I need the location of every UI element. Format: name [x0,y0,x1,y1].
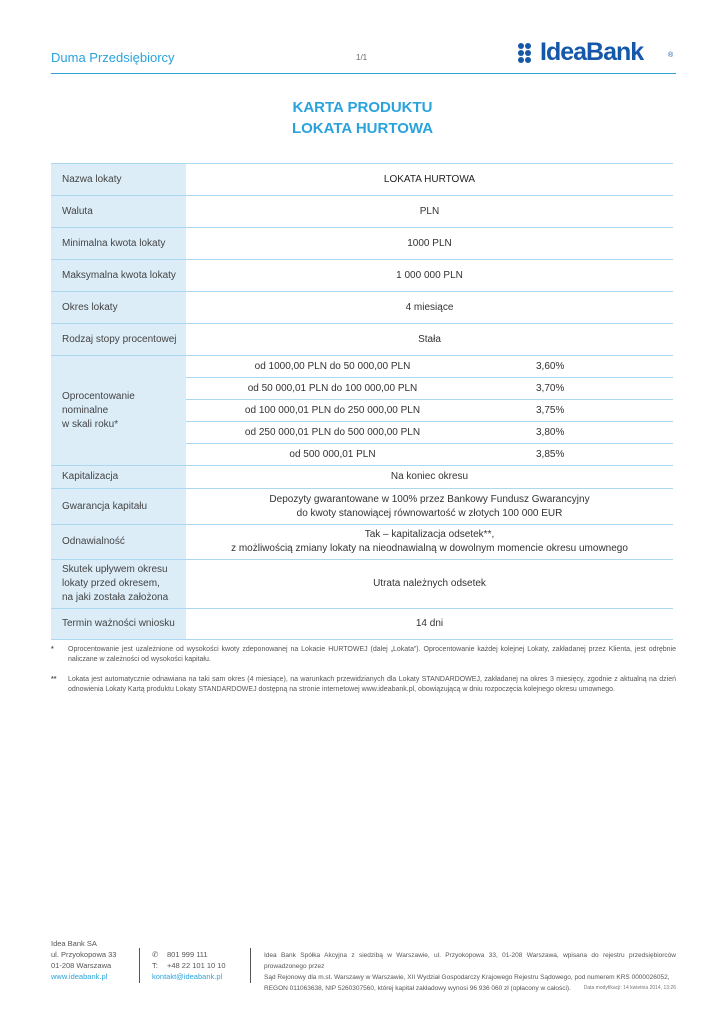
row-label: Maksymalna kwota lokaty [51,260,186,291]
row-value: 1 000 000 PLN [396,269,463,281]
footer-legal [264,950,676,994]
row-label: Nazwa lokaty [51,164,186,195]
address-street: ul. Przyokopowa 33 [51,950,117,959]
table-row [51,524,673,559]
page-subtitle: LOKATA HURTOWA [291,120,434,137]
rate-row [186,356,673,377]
footnote-mark: * [51,646,54,653]
rate-value: 3,85% [536,449,565,460]
row-label: Termin ważności wniosku [51,609,186,639]
legal-text: REGON 011063638, NIP 5260307560, której kapitał zakładowy wynosi 96 936 060 zł (opłacony w całości). [264,985,571,992]
address-city: 01-208 Warszawa [51,961,112,970]
interest-label-line: w skali roku* [62,418,119,430]
row-label: Odnawialność [51,525,186,559]
logo-dots-icon [518,43,538,63]
row-label: Okres lokaty [51,292,186,323]
row-value: Na koniec okresu [390,471,469,482]
rate-row [186,421,673,443]
phone-icon: ✆ [152,950,159,959]
rate-value: 3,70% [536,383,565,394]
footer-address [51,938,116,982]
page-number: 1/1 [356,53,368,62]
label-line: na jaki została założona [62,592,169,603]
rate-range: od 250 000,01 PLN do 500 000,00 PLN [244,427,421,438]
row-value: PLN [419,205,440,217]
rate-row [186,443,673,465]
interest-rates-label [51,356,186,465]
table-row [51,259,673,291]
value-line: z możliwością zmiany lokaty na nieodnawialną w dowolnym momencie okresu umownego [231,543,628,554]
interest-label-line: nominalne [62,404,109,416]
rate-row [186,377,673,399]
row-value [186,489,673,524]
footer-divider [250,948,251,983]
hotline-number: 801 999 111 [167,950,208,959]
row-value: Utrata należnych odsetek [373,578,486,589]
row-label: Kapitalizacja [51,466,186,488]
rate-range: od 50 000,01 PLN do 100 000,00 PLN [247,383,418,394]
table-row [51,323,673,355]
table-row [51,465,673,488]
row-label [51,560,186,608]
rate-range: od 100 000,01 PLN do 250 000,00 PLN [244,405,421,416]
row-label: Waluta [51,196,186,227]
rate-range: od 500 000,01 PLN [289,449,376,460]
product-table [51,163,673,640]
legal-line: Idea Bank Spółka Akcyjna z siedzibą w Warszawie, ul. Przyokopowa 33, 01-208 Warszawa, wpisana do rejestru przedsiębiorców prowadzonego przez [264,952,676,970]
legal-line: Sąd Rejonowy dla m.st. Warszawy w Warszawie, XII Wydział Gospodarczy Krajowego Rejestru Sądowego, pod numerem KRS 0000026052, [264,974,670,981]
value-line: Depozyty gwarantowane w 100% przez Bankowy Fundusz Gwarancyjny [269,493,590,505]
legal-line [264,983,676,994]
footnote [51,675,676,695]
rate-value: 3,80% [536,427,565,438]
footnote-text: Lokata jest automatycznie odnawiana na taki sam okres (4 miesiące), na warunkach przewidzianych dla Lokaty STANDARDOWEJ, zakładanej na okres 3 miesięcy, zgodnie z aktualną na dzień odnowienia Lokaty Kartą produktu Lokaty STANDARDOWEJ dostępną na stronie internetowej www.ideabank.pl, obowiązującą w dniu rozpoczęcia kolejnego okresu umownego. [68,676,676,693]
row-value: 1000 PLN [407,237,452,249]
tel-number: +48 22 101 10 10 [167,961,226,970]
interest-rates-row [51,355,673,465]
value-line: Tak – kapitalizacja odsetek**, [364,529,495,540]
modification-date: Data modyfikacji: 14 kwietnia 2014, 13:26 [583,985,676,991]
email-link[interactable]: kontakt@ideabank.pl [152,972,223,981]
header-slogan: Duma Przedsiębiorcy [51,50,175,65]
value-line: do kwoty stanowiącej równowartość w złotych 100 000 EUR [296,507,563,519]
website-link[interactable]: www.ideabank.pl [51,972,108,981]
footer-contact [152,949,226,982]
table-row [51,488,673,524]
row-label: Gwarancja kapitału [51,489,186,524]
table-row [51,608,673,640]
footnotes [51,645,676,705]
logo-registered-mark: ® [668,52,674,59]
row-label: Minimalna kwota lokaty [51,228,186,259]
idea-bank-logo [518,40,678,66]
rate-value: 3,75% [536,405,565,416]
row-value: Stała [418,333,441,345]
label-line: Skutek upływem okresu [62,564,168,575]
rate-row [186,399,673,421]
company-name: Idea Bank SA [51,939,97,948]
row-value: 14 dni [415,618,444,629]
table-row [51,195,673,227]
tel-label: T: [152,961,158,970]
table-row [51,163,673,195]
table-row [51,559,673,608]
row-value: 4 miesiące [405,301,454,313]
footer-divider [139,948,140,983]
interest-label-line: Oprocentowanie [62,390,135,402]
footnote-text: Oprocentowanie jest uzależnione od wysokości kwoty zdeponowanej na Lokacie HURTOWEJ (dalej „Lokata”). Oprocentowanie każdej kolejnej Lokaty, zakładanej przez Klienta, jest odrębnie naliczane w zależności od wysokości kapitału. [68,646,676,663]
logo-text: IdeaBank [540,38,644,66]
row-label: Rodzaj stopy procentowej [51,324,186,355]
footnote-mark: ** [51,676,57,683]
table-row [51,291,673,323]
footnote [51,645,676,665]
label-line: lokaty przed okresem, [62,578,160,589]
rate-value: 3,60% [536,361,565,372]
interest-rates-list [186,356,673,465]
row-value: LOKATA HURTOWA [383,173,476,185]
table-row [51,227,673,259]
row-value [186,525,673,559]
rate-range: od 1000,00 PLN do 50 000,00 PLN [254,361,411,372]
page-title: KARTA PRODUKTU [292,99,433,116]
header-divider [51,73,676,74]
